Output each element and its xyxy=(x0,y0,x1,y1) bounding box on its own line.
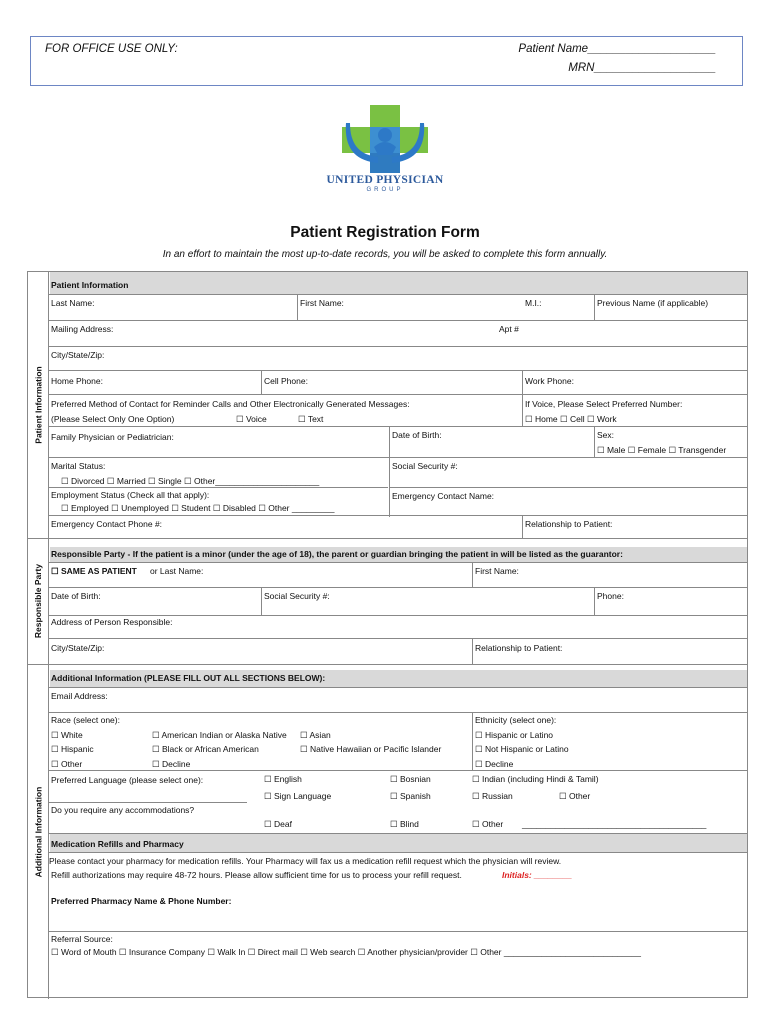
race-label: Race (select one): xyxy=(51,715,120,725)
same-as-patient-checkbox[interactable]: ☐ SAME AS PATIENT xyxy=(51,566,137,576)
sex-checkboxes[interactable]: ☐ Male ☐ Female ☐ Transgender xyxy=(597,445,727,455)
race-hawaiian-checkbox[interactable]: ☐ Native Hawaiian or Pacific Islander xyxy=(300,744,442,754)
lang-indian-checkbox[interactable]: ☐ Indian (including Hindi & Tamil) xyxy=(472,774,599,784)
mi-field[interactable]: M.I.: xyxy=(525,298,542,308)
office-use-label: FOR OFFICE USE ONLY: xyxy=(45,43,178,55)
medication-line1: Please contact your pharmacy for medication refills. Your Pharmacy will fax us a medication refill request which the physician will review. xyxy=(49,856,562,866)
initials-field[interactable]: Initials: ________ xyxy=(502,870,572,880)
ssn-field[interactable]: Social Security #: xyxy=(392,461,458,471)
responsible-address-field[interactable]: Address of Person Responsible: xyxy=(51,617,173,627)
responsible-dob-field[interactable]: Date of Birth: xyxy=(51,591,101,601)
employment-checkboxes[interactable]: ☐ Employed ☐ Unemployed ☐ Student ☐ Disabled ☐ Other _________ xyxy=(61,503,335,513)
select-one-label: (Please Select Only One Option) xyxy=(51,414,175,424)
last-name-field[interactable]: Last Name: xyxy=(51,298,95,308)
race-asian-checkbox[interactable]: ☐ Asian xyxy=(300,730,331,740)
page-title: Patient Registration Form xyxy=(290,224,480,241)
language-label: Preferred Language (please select one): xyxy=(51,775,204,785)
referral-checkboxes[interactable]: ☐ Word of Mouth ☐ Insurance Company ☐ Walk In ☐ Direct mail ☐ Web search ☐ Another physician/provider ☐ Other _____________________________ xyxy=(51,947,641,957)
patient-name-field[interactable]: Patient Name____________________ xyxy=(518,43,716,55)
acc-other-checkbox[interactable]: ☐ Other xyxy=(472,819,504,829)
marital-status-label: Marital Status: xyxy=(51,461,106,471)
responsible-relationship-field[interactable]: Relationship to Patient: xyxy=(475,643,563,653)
pharmacy-field[interactable]: Preferred Pharmacy Name & Phone Number: xyxy=(51,896,232,906)
responsible-phone-field[interactable]: Phone: xyxy=(597,591,624,601)
medication-line2: Refill authorizations may require 48-72 hours. Please allow sufficient time for us to process your refill request. xyxy=(51,870,462,880)
responsible-ssn-field[interactable]: Social Security #: xyxy=(264,591,330,601)
first-name-field[interactable]: First Name: xyxy=(300,298,344,308)
section-label-patient: Patient Information xyxy=(33,366,44,444)
registration-form xyxy=(27,271,748,998)
voice-number-checkboxes[interactable]: ☐ Home ☐ Cell ☐ Work xyxy=(525,414,617,424)
work-phone-field[interactable]: Work Phone: xyxy=(525,376,574,386)
mailing-address-field[interactable]: Mailing Address: xyxy=(51,324,114,334)
responsible-city-field[interactable]: City/State/Zip: xyxy=(51,643,105,653)
voice-checkbox[interactable]: ☐ Voice xyxy=(236,414,267,424)
city-state-zip-field[interactable]: City/State/Zip: xyxy=(51,350,105,360)
previous-name-field[interactable]: Previous Name (if applicable) xyxy=(597,298,709,308)
emergency-phone-field[interactable]: Emergency Contact Phone #: xyxy=(51,519,163,529)
emergency-name-field[interactable]: Emergency Contact Name: xyxy=(392,491,495,501)
patient-header xyxy=(50,272,747,294)
lang-bosnian-checkbox[interactable]: ☐ Bosnian xyxy=(390,774,431,784)
dob-field[interactable]: Date of Birth: xyxy=(392,430,442,440)
lang-spanish-checkbox[interactable]: ☐ Spanish xyxy=(390,791,431,801)
office-use-box xyxy=(30,36,743,86)
home-phone-field[interactable]: Home Phone: xyxy=(51,376,103,386)
ethnicity-not-hispanic-checkbox[interactable]: ☐ Not Hispanic or Latino xyxy=(475,744,569,754)
preferred-method-label: Preferred Method of Contact for Reminder Calls and Other Electronically Generated Messages: xyxy=(51,399,410,409)
acc-other-line[interactable]: _______________________________________ xyxy=(522,819,707,829)
sex-label: Sex: xyxy=(597,430,615,440)
ethnicity-hispanic-checkbox[interactable]: ☐ Hispanic or Latino xyxy=(475,730,554,740)
medication-header-label: Medication Refills and Pharmacy xyxy=(51,839,184,849)
accommodations-label: Do you require any accommodations? xyxy=(51,805,195,815)
section-label-responsible: Responsible Party xyxy=(33,563,44,639)
acc-deaf-checkbox[interactable]: ☐ Deaf xyxy=(264,819,292,829)
race-black-checkbox[interactable]: ☐ Black or African American xyxy=(152,744,259,754)
race-american-indian-checkbox[interactable]: ☐ American Indian or Alaska Native xyxy=(152,730,287,740)
lang-other-checkbox[interactable]: ☐ Other xyxy=(559,791,591,801)
text-checkbox[interactable]: ☐ Text xyxy=(298,414,324,424)
relationship-field[interactable]: Relationship to Patient: xyxy=(525,519,613,529)
ethnicity-label: Ethnicity (select one): xyxy=(475,715,557,725)
family-physician-field[interactable]: Family Physician or Pediatrician: xyxy=(51,432,174,442)
logo-sub: GROUP xyxy=(366,187,404,193)
marital-checkboxes[interactable]: ☐ Divorced ☐ Married ☐ Single ☐ Other______________________ xyxy=(61,476,320,486)
section-label-additional: Additional Information xyxy=(33,786,44,877)
responsible-last-name-field[interactable]: or Last Name: xyxy=(150,566,204,576)
if-voice-label: If Voice, Please Select Preferred Number: xyxy=(525,399,683,409)
additional-header-label: Additional Information (PLEASE FILL OUT ALL SECTIONS BELOW): xyxy=(51,673,326,683)
apt-field[interactable]: Apt # xyxy=(499,324,519,334)
race-white-checkbox[interactable]: ☐ White xyxy=(51,730,83,740)
page-subtitle: In an effort to maintain the most up-to-date records, you will be asked to complete this form annually. xyxy=(162,249,608,260)
referral-label: Referral Source: xyxy=(51,934,113,944)
cell-phone-field[interactable]: Cell Phone: xyxy=(264,376,308,386)
email-field[interactable]: Email Address: xyxy=(51,691,108,701)
race-decline-checkbox[interactable]: ☐ Decline xyxy=(152,759,191,769)
lang-russian-checkbox[interactable]: ☐ Russian xyxy=(472,791,513,801)
patient-header-label: Patient Information xyxy=(51,280,129,290)
lang-english-checkbox[interactable]: ☐ English xyxy=(264,774,302,784)
race-other-checkbox[interactable]: ☐ Other xyxy=(51,759,83,769)
mrn-field[interactable]: MRN___________________ xyxy=(568,62,716,74)
responsible-header-label: Responsible Party - If the patient is a minor (under the age of 18), the parent or guardian bringing the patient in will be listed as the guarantor: xyxy=(51,549,623,559)
race-hispanic-checkbox[interactable]: ☐ Hispanic xyxy=(51,744,94,754)
logo-name: UNITED PHYSICIAN xyxy=(326,174,444,186)
employment-label: Employment Status (Check all that apply): xyxy=(51,490,210,500)
responsible-first-name-field[interactable]: First Name: xyxy=(475,566,519,576)
acc-blind-checkbox[interactable]: ☐ Blind xyxy=(390,819,419,829)
ethnicity-decline-checkbox[interactable]: ☐ Decline xyxy=(475,759,514,769)
lang-sign-checkbox[interactable]: ☐ Sign Language xyxy=(264,791,332,801)
